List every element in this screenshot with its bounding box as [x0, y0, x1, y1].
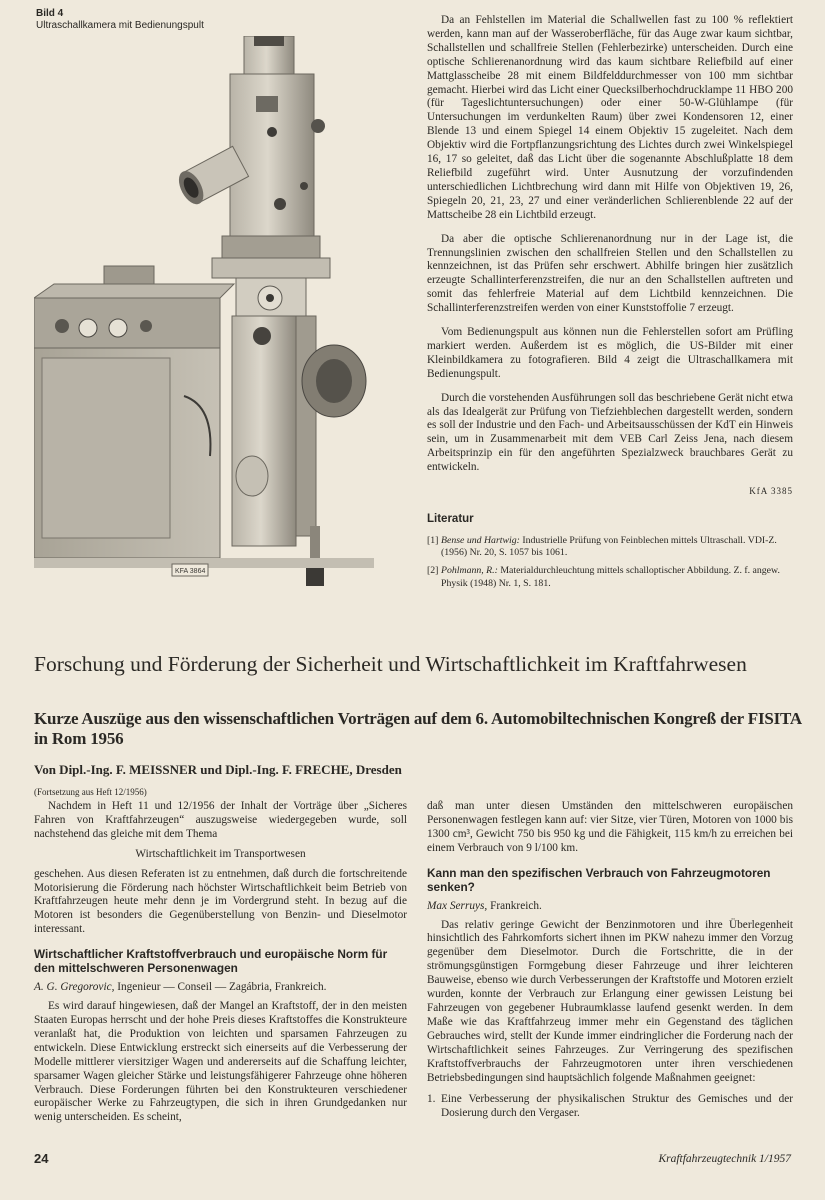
section-heading: Wirtschaftlicher Kraftstoffverbrauch und europäische Norm für den mittelschweren Personenwagen	[34, 947, 388, 976]
right-column-text	[427, 14, 793, 596]
paragraph: Es wird darauf hingewiesen, daß der Mangel an Kraftstoff, der in den meisten Staaten Europas herrscht und der hohe Preis dieses Kraftstoffes die Konstrukteure veranlaßt hat, die Produktion von leichten und sparsamen Fahrzeugen zu entwickeln. Diese Entwicklung erstreckt sich einerseits auf die Verbesserung der Modelle mittlerer viersitziger Wagen und andererseits auf die Schaffung leichter, sparsamer Wagen gleicher Stärke und leistungsfähigerer Fahrzeuge ohne höheren Verbrauch. Diese Forderungen führten bei den Konstrukteuren verschiedener europäischer Werke zu Fahrzeugtypen, die sich in ihren Grundgedanken nur wenig unterscheiden. Es scheint,	[34, 1000, 407, 1124]
page-number: 24	[34, 1151, 49, 1166]
figure-caption	[36, 8, 204, 32]
paragraph: daß man unter diesen Umständen den mittelschweren europäischen Personenwagen festlegen kann auf: vier Sitze, vier Türen, Motoren von 1000 bis 1300 cm³, Gewicht 750 bis 950 kg und die Fähigkeit, 115 km/h zu erreichen bei einem Verbrauch von 9 l/100 km.	[427, 800, 793, 854]
article-title: Forschung und Förderung der Sicherheit und Wirtschaftlichkeit im Kraftfahrwesen	[34, 652, 747, 676]
kfa-reference: KfA 3385	[749, 486, 793, 497]
literature-heading: Literatur	[427, 513, 474, 525]
continuation-note: (Fortsetzung aus Heft 12/1956)	[34, 787, 147, 797]
paragraph: geschehen. Aus diesen Referaten ist zu entnehmen, daß durch die fortschreitende Motorisierung die Förderung nach höchster Wirtschaftlichkeit beim Betrieb von Kraftfahrzeugen heute mehr denn je im Vordergrund steht. In bezug auf die Motoren ist besonders die Gegenüberstellung von Benzin- und Dieselmotor interessant.	[34, 867, 407, 936]
paragraph: Vom Bedienungspult aus können nun die Fehlerstellen sofort am Prüfling markiert werden. Außerdem ist es möglich, die US-Bilder mit einer Kleinbildkamera zu fotografieren. Bild 4 zeigt die Ultraschallkamera mit Bedienungspult.	[427, 326, 793, 380]
figure-caption-text: Ultraschallkamera mit Bedienungspult	[36, 20, 204, 31]
right-lower-column-text	[427, 800, 793, 1121]
section-heading: Kann man den spezifischen Verbrauch von Fahrzeugmotoren senken?	[427, 865, 771, 894]
literature-item: [1] Bense und Hartwig: Industrielle Prüfung von Feinblechen mittels Ultraschall. VDI-Z. (1956) Nr. 20, S. 1057 bis 1061.	[427, 534, 777, 559]
photo-code-label: KFA 3864	[175, 568, 206, 575]
paragraph: Das relativ geringe Gewicht der Benzinmotoren und ihre Überlegenheit hinsichtlich des Fahrkomforts sichert ihnen im PKW nahezu immer den Vorzug gegenüber dem Dieselmotor. Durch die Fortschritte, die in der strömungsgünstigen Formgebung dieser Fahrzeuge und ihrer leichteren Bauweise, ebenso wie durch Verbesserungen der Kraftstoffe und Motoren erzielt wurden, konnte der Verbrauch zur Erlangung einer gewissen Leistung bei Fahrzeugen von gegebener Hubraumklasse laufend gesenkt werden. In dem Maße wie das Kraftfahrzeug immer mehr ein Gegenstand des täglichen Gebrauches wird, stellt der Kunde immer eindringlicher die Forderung nach der Wirtschaftlichkeit seines Fahrzeuges. Zur Verringerung des spezifischen Kraftstoffverbrauchs der Fahrzeugmotoren unter ihren verschiedenen Betriebsbedingungen sind hauptsächlich folgende Maßnahmen geeignet:	[427, 918, 793, 1084]
article-subtitle: Kurze Auszüge aus den wissenschaftlichen Vorträgen auf dem 6. Automobiltechnischen Kongreß der FISITA in Rom 1956	[34, 709, 802, 748]
section-author: A. G. Gregorovic, Ingenieur — Conseil — Zagábria, Frankreich.	[34, 981, 327, 994]
article-byline: Von Dipl.-Ing. F. MEISSNER und Dipl.-Ing. F. FRECHE, Dresden	[34, 762, 402, 777]
theme-line: Wirtschaftlichkeit im Transportwesen	[135, 847, 306, 860]
paragraph: Da aber die optische Schlierenanordnung nur in der Lage ist, die Trennungslinien zwischen den schallfreien Stellen und den Schallstellen zu kennzeichnen, ist das Prüfen sehr erschwert. Abhilfe bringen hier zusätzlich erzeugte Schallinterferenzstreifen, die nur an den Schallstellen auftreten und somit das fehlerfreie Material auf dem Lichtbild kennzeichnen. Die Schallinterferenzstreifen werden von einer Kunststoffolie 7 erzeugt.	[427, 232, 793, 315]
section-author: Max Serruys, Frankreich.	[427, 899, 542, 912]
left-column-text	[34, 800, 407, 1125]
paragraph: Nachdem in Heft 11 und 12/1956 der Inhalt der Vorträge über „Sicheres Fahren von Kraftfahrzeugen“ auszugsweise wiedergegeben wurde, soll nachstehend das gleiche mit dem Thema	[34, 800, 407, 840]
paragraph: Durch die vorstehenden Ausführungen soll das beschriebene Gerät nicht etwa als das Idealgerät zur Prüfung von Tiefziehblechen dargestellt werden, sondern es soll der Industrie und den Fach- und Arbeitsausschüssen der KdT ein Hinweis sein, um in Zusammenarbeit mit dem VEB Carl Zeiss Jena, nach diesem Arbeitsprinzip ein für den angeführten Spezialzweck brauchbares Gerät zu entwickeln.	[427, 391, 793, 474]
ultrasonic-camera-photo	[34, 36, 414, 596]
journal-name: Kraftfahrzeugtechnik 1/1957	[658, 1153, 791, 1165]
list-item: 1. Eine Verbesserung der physikalischen Struktur des Gemisches und der Dosierung durch den Vergaser.	[427, 1093, 793, 1120]
paragraph: Da an Fehlstellen im Material die Schallwellen fast zu 100 % reflektiert werden, kann man auf der Wasseroberfläche, für das Auge zwar kaum sichtbar, Schallstellen und schallfreie Stellen (Fehlerbezirke) unterscheiden. Durch eine optische Schlierenanordnung wird das kaum sichtbare Reliefbild auf einer Mattglasscheibe 28 mit einem Bildfelddurchmesser von 100 mm sichtbar gemacht. Hierbei wird das Licht einer Quecksilberhochdrucklampe 11 HBO 200 (für Tageslichtuntersuchungen) oder einer 50-W-Glühlampe (für Untersuchungen im verdunkelten Raum) über zwei Kondensoren 12, einer Blende 13 und einem Spiegel 14 einem Objektiv 15 zugeleitet. Nach dem Objektiv wird die Fortpflanzungsrichtung des Lichtes durch zwei Winkelspiegel 16, 17 so geleitet, daß das Licht über die sogenannte Abschlußplatte 18 dem Reliefbild zugeführt wird. Unter Ausnutzung der vorzufindenden unterschiedlichen Lichtbrechung wird dann mit Hilfe von Objektiven 19, 26, Spiegeln 20, 21, 23, 27 und einer veränderlichen Schlierenblende 22 auf der Mattscheibe 28 ein Lichtbild erzeugt.	[427, 14, 793, 221]
figure-number: Bild 4	[36, 8, 64, 19]
literature-item: [2] Pohlmann, R.: Materialdurchleuchtung mittels schalloptischer Abbildung. Z. f. angew. Physik (1948) Nr. 1, S. 181.	[427, 565, 780, 589]
